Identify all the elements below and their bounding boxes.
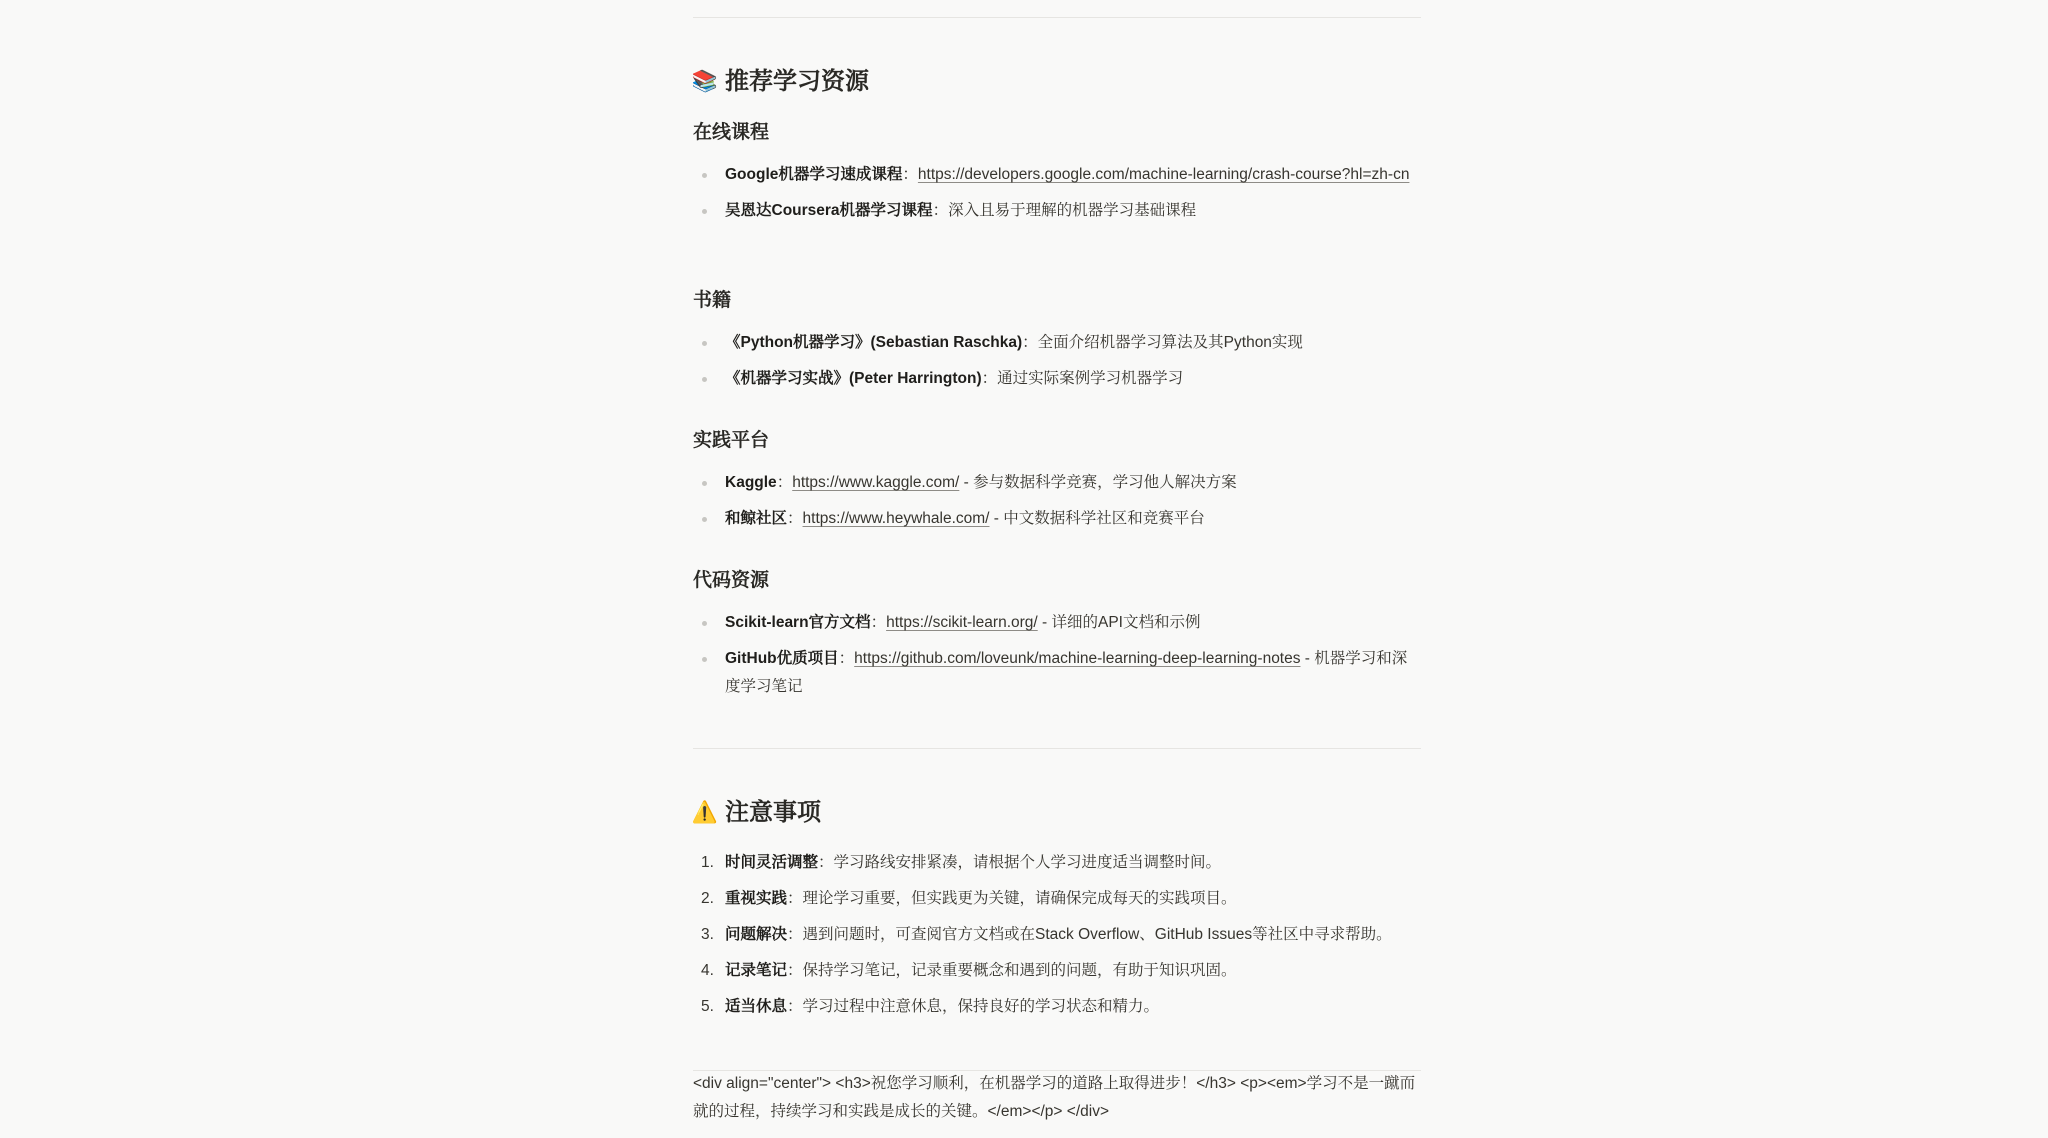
item-title: 记录笔记 [725, 962, 788, 979]
code-resources-list [693, 609, 1421, 709]
item-desc: - 机器学习和深度学习笔记 [725, 650, 1408, 695]
notes-heading-text: 注意事项 [725, 799, 821, 826]
scikit-learn-link[interactable]: https://scikit-learn.org/ [886, 614, 1038, 631]
item-sep: ： [787, 926, 803, 943]
item-sep: ： [818, 854, 834, 871]
item-title: 《Python机器学习》(Sebastian Raschka) [725, 334, 1023, 351]
books-list [693, 329, 1421, 401]
item-title: 问题解决 [725, 926, 788, 943]
item-sep: ： [932, 202, 949, 219]
item-sep: ： [981, 370, 998, 387]
item-desc: 遇到问题时，可查阅官方文档或在Stack Overflow、GitHub Issues等社区中寻求帮助。 [802, 926, 1392, 943]
item-sep: ： [1022, 334, 1038, 351]
google-course-link[interactable]: https://developers.google.com/machine-learning/crash-course?hl=zh-cn [917, 166, 1410, 183]
item-title: 重视实践 [725, 890, 788, 907]
section-divider [693, 748, 1421, 749]
platforms-heading: 实践平台 [693, 430, 770, 451]
item-number: 1. [701, 854, 714, 871]
warning-icon: ⚠️ [691, 801, 719, 824]
item-desc: 学习路线安排紧凑，请根据个人学习进度适当调整时间。 [833, 854, 1222, 871]
item-title: 吴恩达Coursera机器学习课程 [725, 202, 933, 219]
footer-raw-html-text: <div align="center"> <h3>祝您学习顺利，在机器学习的道路上取得进步！</h3> <p><em>学习不是一蹴而就的过程，持续学习和实践是成长的关键。</em></p> </div> [693, 1075, 1416, 1120]
kaggle-link[interactable]: https://www.kaggle.com/ [792, 474, 960, 491]
item-sep: ： [776, 474, 793, 491]
list-item [693, 505, 1421, 533]
item-sep: ： [902, 166, 918, 183]
item-title: 和鲸社区 [725, 510, 788, 527]
github-notes-link[interactable]: https://github.com/loveunk/machine-learning-deep-learning-notes [854, 650, 1301, 667]
resources-heading-text: 推荐学习资源 [725, 68, 869, 95]
list-item [693, 645, 1421, 701]
item-desc: 深入且易于理解的机器学习基础课程 [948, 202, 1197, 219]
online-courses-list [693, 161, 1421, 233]
top-divider [693, 17, 1421, 18]
list-item [693, 609, 1421, 637]
item-number: 3. [701, 926, 714, 943]
item-desc: 保持学习笔记，记录重要概念和遇到的问题，有助于知识巩固。 [802, 962, 1237, 979]
item-number: 4. [701, 962, 714, 979]
item-sep: ： [787, 962, 803, 979]
notes-heading [693, 797, 821, 829]
books-icon: 📚 [691, 70, 719, 93]
item-sep: ： [787, 890, 803, 907]
list-item [693, 365, 1421, 393]
item-desc: - 参与数据科学竞赛，学习他人解决方案 [959, 474, 1237, 491]
item-title: GitHub优质项目 [725, 650, 839, 667]
list-item [693, 197, 1421, 225]
list-item [693, 885, 1421, 913]
item-sep: ： [787, 998, 803, 1015]
list-item [693, 849, 1421, 877]
item-number: 5. [701, 998, 714, 1015]
item-number: 2. [701, 890, 714, 907]
item-title: Kaggle [725, 474, 777, 491]
list-item [693, 921, 1421, 949]
item-title: 时间灵活调整 [725, 854, 819, 871]
item-desc: - 详细的API文档和示例 [1037, 614, 1201, 631]
heywhale-link[interactable]: https://www.heywhale.com/ [802, 510, 990, 527]
notes-list [693, 849, 1421, 1029]
item-desc: 理论学习重要，但实践更为关键，请确保完成每天的实践项目。 [802, 890, 1237, 907]
item-title: 《机器学习实战》(Peter Harrington) [725, 370, 982, 387]
list-item [693, 957, 1421, 985]
books-heading: 书籍 [693, 290, 732, 311]
item-title: Google机器学习速成课程 [725, 166, 903, 183]
item-title: Scikit-learn官方文档 [725, 614, 871, 631]
resources-heading [693, 66, 869, 98]
item-desc: 学习过程中注意休息，保持良好的学习状态和精力。 [802, 998, 1160, 1015]
item-sep: ： [870, 614, 887, 631]
code-resources-heading: 代码资源 [693, 570, 770, 591]
item-sep: ： [838, 650, 855, 667]
list-item [693, 161, 1421, 189]
item-sep: ： [787, 510, 803, 527]
list-item [693, 329, 1421, 357]
item-desc: 通过实际案例学习机器学习 [997, 370, 1184, 387]
item-title: 适当休息 [725, 998, 788, 1015]
online-courses-heading: 在线课程 [693, 122, 770, 143]
platforms-list [693, 469, 1421, 541]
item-desc: 全面介绍机器学习算法及其Python实现 [1037, 334, 1303, 351]
list-item [693, 469, 1421, 497]
item-desc: - 中文数据科学社区和竞赛平台 [989, 510, 1205, 527]
list-item [693, 993, 1421, 1021]
